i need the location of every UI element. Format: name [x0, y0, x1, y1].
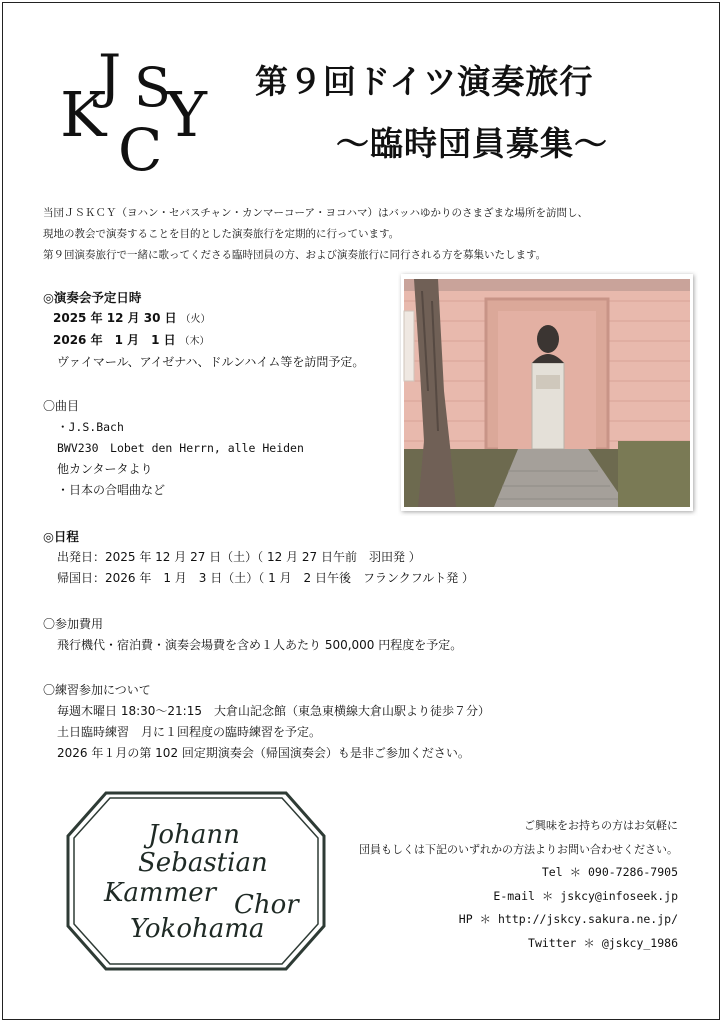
concert-date-2: 2026 年 1 月 1 日 [53, 333, 176, 347]
pieces-heading: 〇曲目 [43, 399, 80, 413]
logo-letter-y: Y [166, 78, 207, 151]
concert-section [43, 287, 364, 373]
pieces-section [43, 396, 304, 501]
contact-line-2: 団員もしくは下記のいずれかの方法よりお問い合わせください。 [359, 842, 678, 856]
intro-text [43, 203, 588, 266]
schedule-return: 帰国日：2026 年 1 月 3 日（土）（ 1 月 2 日午後 フランクフルト発 ） [57, 571, 475, 585]
schedule-heading: ◎日程 [43, 529, 79, 544]
intro-line: 当団ＪＳＫＣＹ（ヨハン・セバスチャン・カンマーコーア・ヨコハマ）はバッハゆかりのさまざまな場所を訪問し、 [43, 207, 588, 219]
jskcy-logo [58, 44, 223, 174]
fee-section [43, 614, 462, 656]
johann-sebastian-kammerchor-yokohama-logo [66, 791, 326, 971]
logo-letter-c: C [118, 116, 163, 174]
fee-text: 飛行機代・宿泊費・演奏会場費を含め１人あたり 500,000 円程度を予定。 [57, 638, 463, 652]
logo-text-yokohama: Yokohama [130, 914, 265, 944]
page-subtitle: ～臨時団員募集～ [336, 124, 608, 163]
schedule-section [43, 526, 474, 589]
logo-letter-s: S [134, 56, 171, 119]
concert-date-1-day: （火） [180, 314, 211, 325]
practice-section [43, 680, 490, 764]
contact-block [359, 814, 678, 955]
intro-line: 現地の教会で演奏することを目的とした演奏旅行を定期的に行っています。 [43, 228, 400, 240]
concert-note: ヴァイマール、アイゼナハ、ドルンハイム等を訪問予定。 [57, 355, 365, 369]
intro-line: 第９回演奏旅行で一緒に歌ってくださる臨時団員の方、および演奏旅行に同行される方を募集いたします。 [43, 249, 547, 261]
contact-tel: Tel ＊ 090-7286-7905 [541, 865, 678, 879]
fee-heading: 〇参加費用 [43, 617, 104, 631]
concert-heading: ◎演奏会予定日時 [43, 290, 142, 305]
practice-line: 毎週木曜日 18:30～21:15 大倉山記念館（東急東横線大倉山駅より徒歩７分） [57, 704, 490, 718]
piece-item: ・J.S.Bach [57, 420, 124, 434]
logo-text-sebastian: Sebastian [138, 848, 268, 878]
practice-line: 土日臨時練習 月に１回程度の臨時練習を予定。 [57, 725, 322, 739]
concert-date-1: 2025 年 12 月 30 日 [53, 311, 177, 325]
contact-twitter[interactable]: Twitter ＊ @jskcy_1986 [528, 935, 678, 950]
logo-text-kammer: Kammer [104, 878, 217, 908]
bach-bust-photo [398, 271, 698, 516]
practice-line: 2026 年１月の第 102 回定期演奏会（帰国演奏会）も是非ご参加ください。 [57, 746, 470, 760]
piece-item: ・日本の合唱曲など [57, 483, 166, 497]
contact-email[interactable]: E-mail ＊ jskcy@infoseek.jp [493, 888, 678, 903]
logo-letter-k: K [60, 78, 107, 151]
logo-text-johann: Johann [148, 820, 240, 850]
contact-hp[interactable]: HP ＊ http://jskcy.sakura.ne.jp/ [458, 912, 678, 926]
piece-item: BWV230 Lobet den Herrn, alle Heiden [57, 441, 304, 455]
schedule-depart: 出発日：2025 年 12 月 27 日（土）（ 12 月 27 日午前 羽田発 ） [57, 550, 421, 564]
practice-heading: 〇練習参加について [43, 683, 151, 697]
piece-item: 他カンタータより [57, 462, 153, 476]
logo-text-chor: Chor [234, 890, 299, 920]
logo-letter-j: J [98, 44, 122, 110]
concert-date-2-day: （木） [179, 336, 210, 347]
contact-line-1: ご興味をお持ちの方はお気軽に [524, 819, 678, 832]
page-title: 第９回ドイツ演奏旅行 [255, 62, 594, 101]
